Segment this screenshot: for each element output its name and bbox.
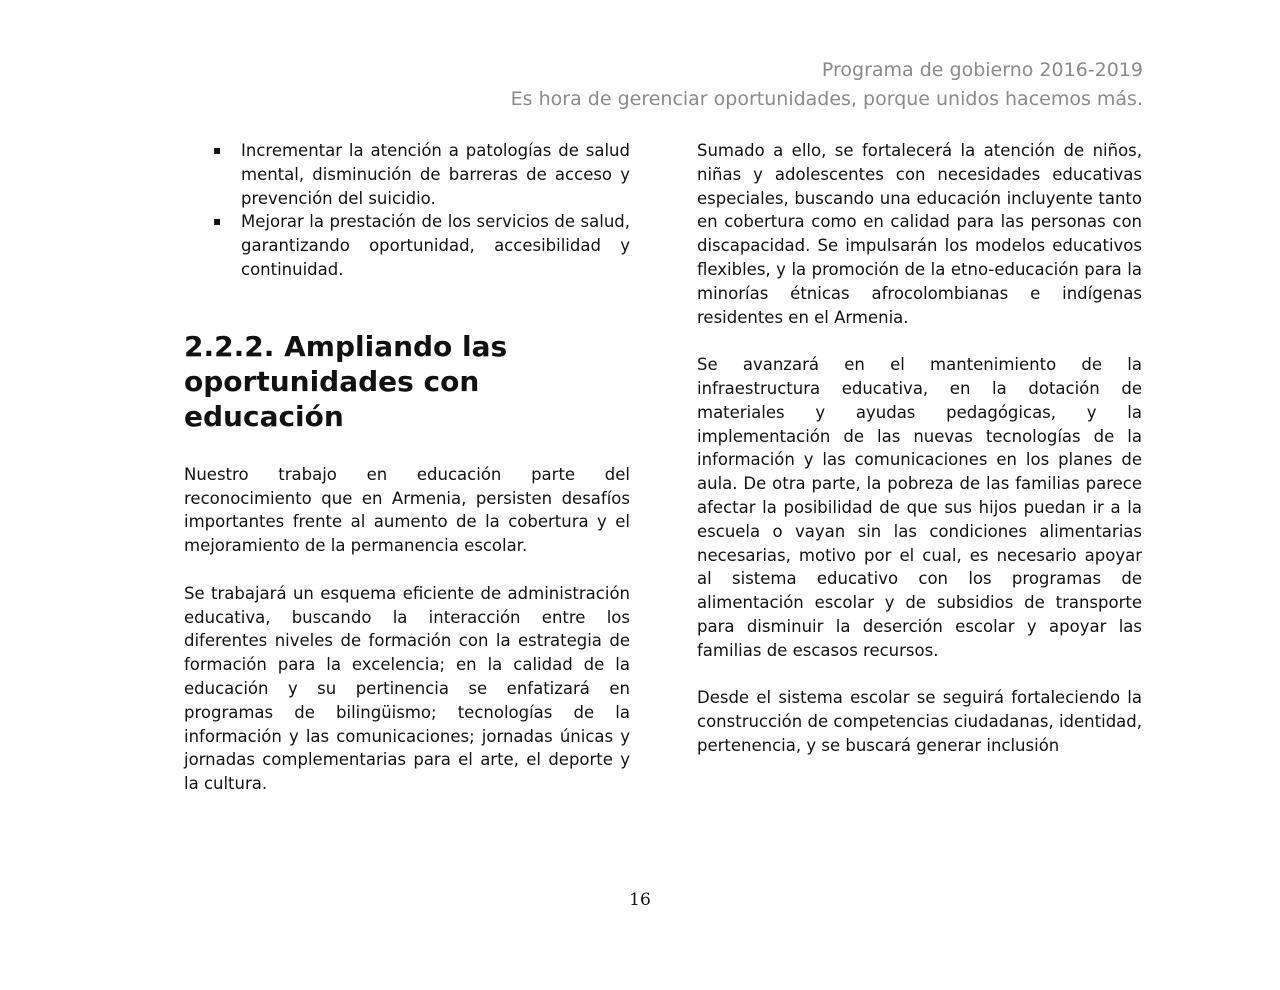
header-program-title: Programa de gobierno 2016-2019 (821, 59, 1143, 81)
page-number: 16 (629, 890, 651, 910)
paragraph: Se avanzará en el mantenimiento de la infraestructura educativa, en la dotación de materiales y ayudas pedagógicas, y la implementación de las nuevas tecnologías de la información y las comunicaciones en los planes de aula. De otra parte, la pobreza de las familias parece afectar la posibilidad de que sus hijos puedan ir a la escuela o vayan sin las condiciones alimentarias necesarias, motivo por el cual, es necesario apoyar al sistema educativo con los programas de alimentación escolar y de subsidios de transporte para disminuir la deserción escolar y apoyar las familias de escasos recursos. (697, 355, 1142, 660)
paragraph: Nuestro trabajo en educación parte del reconocimiento que en Armenia, persisten desafíos importantes frente al aumento de la cobertura y el mejoramiento de la permanencia escolar. (184, 464, 630, 556)
paragraph: Sumado a ello, se fortalecerá la atención de niños, niñas y adolescentes con necesidades educativas especiales, buscando una educación incluyente tanto en cobertura como en calidad para las personas con discapacidad. Se impulsarán los modelos educativos flexibles, y la promoción de la etno-educación para la minorías étnicas afrocolombianas e indígenas residentes en el Armenia. (697, 141, 1142, 327)
left-column (184, 139, 630, 796)
bullet-text: Mejorar la prestación de los servicios de salud, garantizando oportunidad, accesibilidad y continuidad. (241, 212, 630, 279)
header-slogan: Es hora de gerenciar oportunidades, porque unidos hacemos más. (510, 88, 1143, 110)
right-column (697, 139, 1142, 758)
bullet-list (184, 139, 630, 282)
paragraph: Se trabajará un esquema eficiente de administración educativa, buscando la interacción entre los diferentes niveles de formación con la estrategia de formación para la excelencia; en la calidad de la educación y su pertinencia se enfatizará en programas de bilingüismo; tecnologías de la información y las comunicaciones; jornadas únicas y jornadas complementarias para el arte, el deporte y la cultura. (184, 583, 630, 794)
paragraph: Desde el sistema escolar se seguirá fortaleciendo la construcción de competencias ciudadanas, identidad, pertenencia, y se buscará generar inclusión (697, 688, 1142, 755)
section-heading: 2.2.2. Ampliando las oportunidades con educación (184, 329, 508, 433)
list-item (213, 210, 630, 281)
bullet-square-icon: ▪ (213, 214, 222, 229)
bullet-square-icon: ▪ (213, 143, 222, 157)
running-header (511, 56, 1143, 114)
bullet-text: Incrementar la atención a patologías de salud mental, disminución de barreras de acceso y prevención del suicidio. (241, 141, 630, 208)
list-item (213, 139, 630, 210)
